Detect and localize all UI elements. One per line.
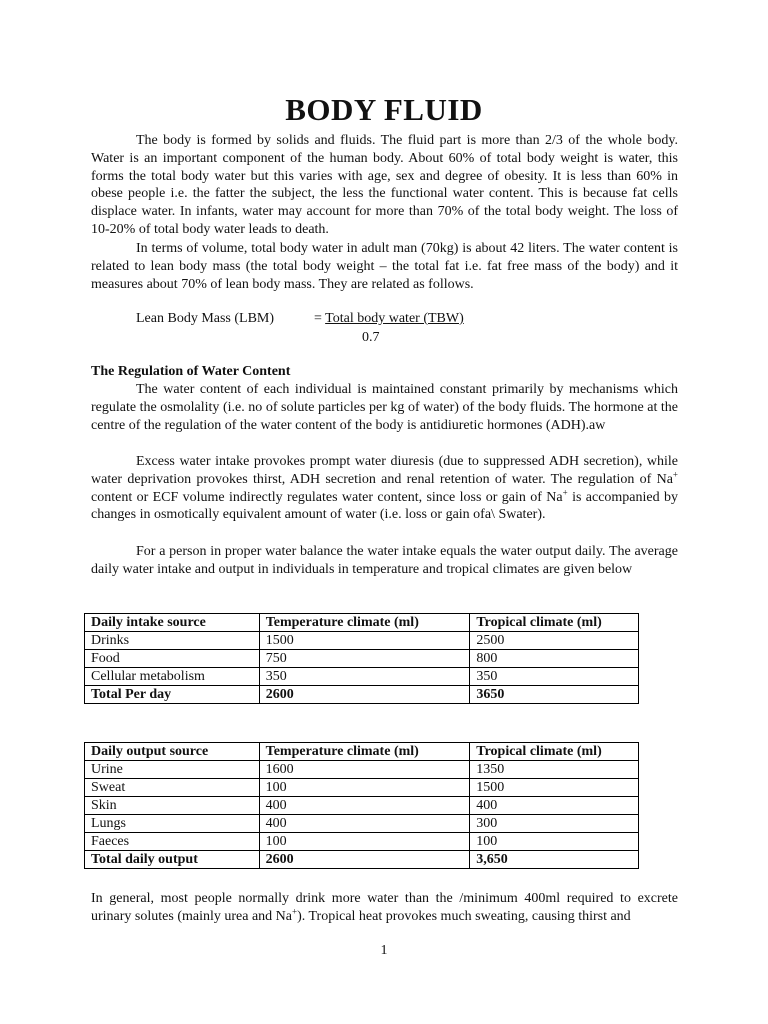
table-cell: Faeces bbox=[85, 833, 260, 851]
table-row bbox=[85, 779, 639, 797]
table-cell: 1600 bbox=[259, 761, 470, 779]
table-total-row bbox=[85, 851, 639, 869]
table-cell: 100 bbox=[259, 833, 470, 851]
table-row bbox=[85, 761, 639, 779]
table-row bbox=[85, 668, 639, 686]
paragraph-text bbox=[91, 890, 678, 926]
table-cell: Skin bbox=[85, 797, 260, 815]
table-cell: 800 bbox=[470, 650, 639, 668]
text-run: In general, most people normally drink more water than the /minimum 400ml required to excrete urinary solutes (mainly urea and Na bbox=[91, 891, 678, 924]
volume-paragraph bbox=[91, 240, 678, 293]
formula-numerator: Total body water (TBW) bbox=[325, 311, 464, 326]
paragraph-text: The water content of each individual is maintained constant primarily by mechanisms which regulate the osmolality (i.e. no of solute particles per kg of water) of the body fluids. The hormone at the centre of the regulation of the water content of the body is antidiuretic hormones (ADH).aw bbox=[91, 382, 678, 433]
table-row bbox=[85, 797, 639, 815]
table-cell: 400 bbox=[259, 797, 470, 815]
intake-table bbox=[84, 613, 639, 704]
table-cell: 400 bbox=[259, 815, 470, 833]
table-cell: Drinks bbox=[85, 632, 260, 650]
table-cell: 1500 bbox=[259, 632, 470, 650]
table-row bbox=[85, 815, 639, 833]
superscript: + bbox=[292, 906, 298, 917]
superscript: + bbox=[562, 486, 568, 497]
diuresis-paragraph bbox=[91, 453, 678, 524]
table-cell: 400 bbox=[470, 797, 639, 815]
column-header: Daily intake source bbox=[85, 614, 260, 632]
table-cell: Urine bbox=[85, 761, 260, 779]
column-header: Tropical climate (ml) bbox=[470, 614, 639, 632]
intro-paragraph bbox=[91, 132, 678, 239]
table-cell: 750 bbox=[259, 650, 470, 668]
superscript: + bbox=[672, 469, 678, 480]
balance-paragraph bbox=[91, 543, 678, 579]
text-run: ). Tropical heat provokes much sweating, causing thirst and bbox=[297, 908, 631, 924]
table-cell: 300 bbox=[470, 815, 639, 833]
table-header-row bbox=[85, 614, 639, 632]
table-header-row bbox=[85, 743, 639, 761]
table-row bbox=[85, 833, 639, 851]
formula-lhs: Lean Body Mass (LBM) bbox=[136, 311, 275, 326]
table-cell: 3650 bbox=[470, 686, 639, 704]
output-table bbox=[84, 742, 639, 869]
column-header: Daily output source bbox=[85, 743, 260, 761]
section-heading: The Regulation of Water Content bbox=[91, 364, 291, 379]
table-cell: Food bbox=[85, 650, 260, 668]
formula-denominator: 0.7 bbox=[362, 330, 380, 345]
regulation-paragraph bbox=[91, 381, 678, 434]
paragraph-text: In terms of volume, total body water in adult man (70kg) is about 42 liters. The water content is related to lean body mass (the total body weight – the total fat i.e. fat free mass of the body) and it measures about 70% of lean body mass. They are related as follows. bbox=[91, 241, 678, 292]
text-run: Excess water intake provokes prompt water diuresis (due to suppressed ADH secretion), while water deprivation provokes thirst, ADH secretion and renal retention of water. The regulation of Na bbox=[91, 454, 678, 487]
table-row bbox=[85, 632, 639, 650]
page-title: BODY FLUID bbox=[285, 92, 483, 127]
column-header: Temperature climate (ml) bbox=[259, 614, 470, 632]
table-cell: Lungs bbox=[85, 815, 260, 833]
table-cell: 1500 bbox=[470, 779, 639, 797]
formula-rhs bbox=[314, 311, 464, 327]
table-cell: Sweat bbox=[85, 779, 260, 797]
table-cell: 350 bbox=[470, 668, 639, 686]
formula-equals: = bbox=[314, 311, 326, 326]
table-total-row bbox=[85, 686, 639, 704]
table-cell: Total daily output bbox=[85, 851, 260, 869]
table-cell: Total Per day bbox=[85, 686, 260, 704]
paragraph-text bbox=[91, 453, 678, 524]
table-cell: 2600 bbox=[259, 851, 470, 869]
closing-paragraph bbox=[91, 890, 678, 926]
column-header: Tropical climate (ml) bbox=[470, 743, 639, 761]
column-header: Temperature climate (ml) bbox=[259, 743, 470, 761]
table-cell: 100 bbox=[259, 779, 470, 797]
table-row bbox=[85, 650, 639, 668]
paragraph-text: The body is formed by solids and fluids. The fluid part is more than 2/3 of the whole body. Water is an important component of the human body. About 60% of total body weight is water, this forms the total body water but this varies with age, sex and degree of obesity. It is less than 60% in obese people i.e. the fatter the subject, the less the functional water content. This is because fat cells displace water. In infants, water may account for more than 70% of the total body weight. The loss of 10-20% of total body water leads to death. bbox=[91, 133, 678, 237]
paragraph-text: For a person in proper water balance the water intake equals the water output daily. The average daily water intake and output in individuals in temperature and tropical climates are given below bbox=[91, 544, 678, 577]
table-cell: 3,650 bbox=[470, 851, 639, 869]
table-cell: 100 bbox=[470, 833, 639, 851]
text-run: content or ECF volume indirectly regulates water content, since loss or gain of Na bbox=[91, 489, 563, 505]
table-cell: 350 bbox=[259, 668, 470, 686]
text-run: is accompanied by changes in osmotically equivalent amount of water (i.e. loss or gain ofa\ Swater). bbox=[91, 489, 678, 523]
table-cell: 2500 bbox=[470, 632, 639, 650]
page-number: 1 bbox=[380, 943, 388, 958]
table-cell: Cellular metabolism bbox=[85, 668, 260, 686]
table-cell: 1350 bbox=[470, 761, 639, 779]
table-cell: 2600 bbox=[259, 686, 470, 704]
